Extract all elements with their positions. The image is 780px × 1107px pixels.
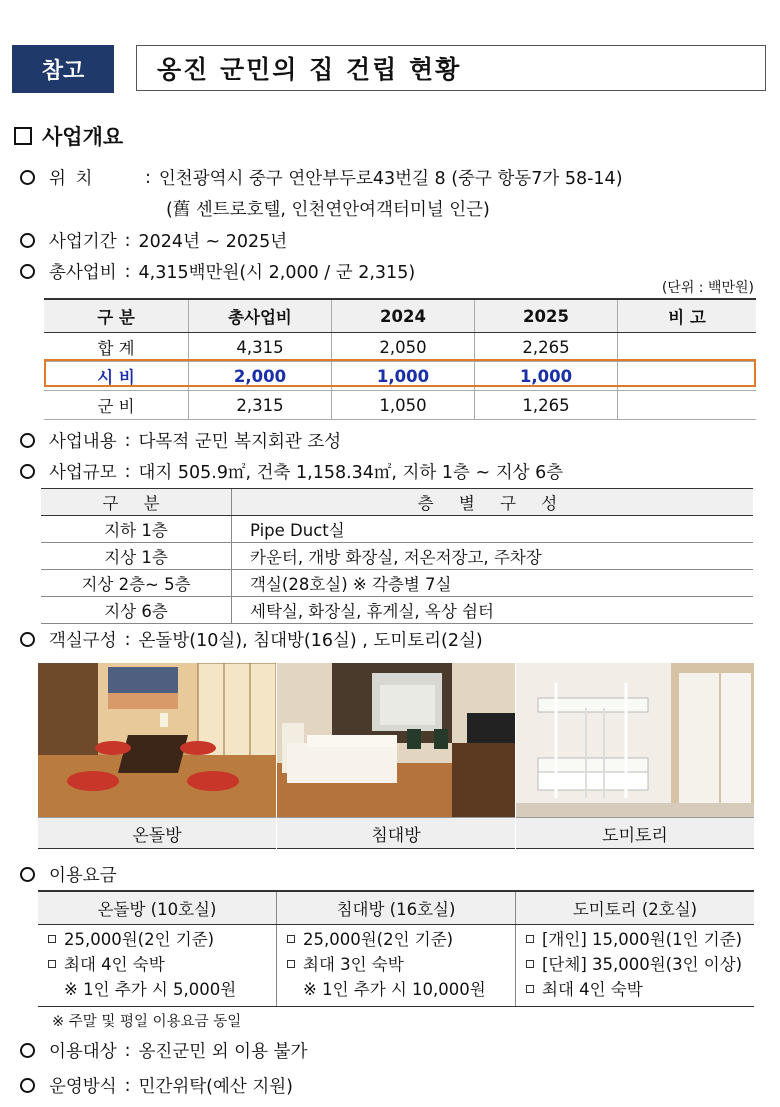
section-title: 사업개요	[42, 125, 124, 149]
table-cell: 지상 2층~ 5층	[41, 570, 232, 597]
photo-caption: 침대방	[277, 817, 515, 849]
table-cell	[618, 333, 757, 362]
floor-header: 구 분	[41, 489, 232, 516]
circle-bullet-icon	[20, 433, 35, 448]
table-cell: Pipe Duct실	[232, 516, 754, 543]
budget-header: 2025	[475, 299, 618, 333]
fees-header: 침대방 (16호실)	[277, 891, 516, 925]
table-cell: 1,265	[475, 391, 618, 420]
table-cell: 합 계	[44, 333, 189, 362]
location-row: 위 치 : 인천광역시 중구 연안부두로43번길 8 (중구 항동7가 58-14)	[20, 165, 623, 190]
location-note: (舊 센트로호텔, 인천연안여객터미널 인근)	[166, 200, 490, 220]
fee-line: 25,000원(2인 기준)	[64, 930, 215, 949]
circle-bullet-icon	[20, 1078, 35, 1093]
fees-cell	[277, 925, 516, 1007]
target-label: 이용대상	[49, 1042, 117, 1062]
table-row	[44, 391, 756, 420]
table-cell: 지상 6층	[41, 597, 232, 624]
circle-bullet-icon	[20, 264, 35, 279]
square-bullet-icon	[14, 127, 32, 145]
table-cell: 1,000	[332, 362, 475, 391]
circle-bullet-icon	[20, 170, 35, 185]
budget-header: 총사업비	[189, 299, 332, 333]
circle-bullet-icon	[20, 464, 35, 479]
budget-header: 비 고	[618, 299, 757, 333]
target-row: 이용대상 : 옹진군민 외 이용 불가	[20, 1038, 307, 1063]
location-value: 인천광역시 중구 연안부두로43번길 8 (중구 항동7가 58-14)	[158, 169, 623, 189]
table-cell: 1,000	[475, 362, 618, 391]
cost-value: 4,315백만원(시 2,000 / 군 2,315)	[138, 263, 416, 283]
fees-header: 온돌방 (10호실)	[38, 891, 277, 925]
fees-label: 이용요금	[49, 866, 117, 886]
circle-bullet-icon	[20, 1043, 35, 1058]
content-value: 다목적 군민 복지회관 조성	[138, 432, 342, 452]
rooms-value: 온돌방(10실), 침대방(16실) , 도미토리(2실)	[138, 631, 483, 651]
table-cell: 시 비	[44, 362, 189, 391]
fees-row	[20, 862, 117, 887]
table-cell: 4,315	[189, 333, 332, 362]
floor-table	[41, 488, 753, 624]
section-heading	[14, 121, 123, 151]
target-value: 옹진군민 외 이용 불가	[138, 1042, 308, 1062]
table-row	[38, 925, 754, 1007]
content-label: 사업내용	[49, 432, 117, 452]
period-row: 사업기간 : 2024년 ~ 2025년	[20, 228, 287, 253]
table-cell: 객실(28호실) ※ 각층별 7실	[232, 570, 754, 597]
operation-value: 민간위탁(예산 지원)	[138, 1077, 293, 1097]
table-cell: 1,050	[332, 391, 475, 420]
fees-table	[38, 890, 754, 1007]
photo-caption: 온돌방	[38, 817, 276, 849]
operation-label: 운영방식	[49, 1077, 117, 1097]
cost-row: 총사업비 : 4,315백만원(시 2,000 / 군 2,315)	[20, 259, 415, 284]
bed-room-photo	[277, 663, 515, 817]
photo-caption: 도미토리	[516, 817, 754, 849]
fee-line: [개인] 15,000원(1인 기준)	[542, 930, 743, 949]
table-cell: 지상 1층	[41, 543, 232, 570]
rooms-label: 객실구성	[49, 631, 117, 651]
fee-line: 최대 3인 숙박	[303, 955, 404, 974]
circle-bullet-icon	[20, 233, 35, 248]
ondol-room-photo	[38, 663, 276, 817]
period-value: 2024년 ~ 2025년	[138, 232, 288, 252]
dormitory-photo	[516, 663, 754, 817]
content-row: 사업내용 : 다목적 군민 복지회관 조성	[20, 428, 341, 453]
table-cell	[618, 391, 757, 420]
table-row	[41, 543, 753, 570]
table-cell: 카운터, 개방 화장실, 저온저장고, 주차장	[232, 543, 754, 570]
budget-header: 2024	[332, 299, 475, 333]
table-row	[41, 570, 753, 597]
table-row	[41, 597, 753, 624]
table-cell: 2,265	[475, 333, 618, 362]
fee-line: 최대 4인 숙박	[64, 955, 165, 974]
table-cell: 2,000	[189, 362, 332, 391]
table-row	[41, 516, 753, 543]
fee-line: 최대 4인 숙박	[542, 980, 643, 999]
period-label: 사업기간	[49, 232, 117, 252]
fees-cell	[38, 925, 277, 1007]
circle-bullet-icon	[20, 867, 35, 882]
page-title: 옹진 군민의 집 건립 현황	[136, 45, 766, 91]
table-cell: 지하 1층	[41, 516, 232, 543]
location-label: 위 치	[49, 169, 95, 189]
fees-header: 도미토리 (2호실)	[516, 891, 755, 925]
cost-label: 총사업비	[49, 263, 117, 283]
unit-label: (단위 : 백만원)	[661, 280, 754, 296]
table-cell: 세탁실, 화장실, 휴게실, 옥상 쉼터	[232, 597, 754, 624]
scale-label: 사업규모	[49, 463, 117, 483]
table-cell: 2,315	[189, 391, 332, 420]
reference-tag: 참고	[12, 45, 114, 93]
table-cell: 2,050	[332, 333, 475, 362]
operation-row: 운영방식 : 민간위탁(예산 지원)	[20, 1073, 293, 1098]
budget-header: 구 분	[44, 299, 189, 333]
fees-note: ※ 주말 및 평일 이용요금 동일	[52, 1014, 242, 1030]
scale-value: 대지 505.9㎡, 건축 1,158.34㎡, 지하 1층 ~ 지상 6층	[138, 463, 564, 483]
table-row	[44, 333, 756, 362]
city-row-highlight	[44, 359, 756, 387]
floor-header: 층 별 구 성	[232, 489, 754, 516]
scale-row: 사업규모 : 대지 505.9㎡, 건축 1,158.34㎡, 지하 1층 ~ 지상 6층	[20, 459, 563, 484]
table-cell: 군 비	[44, 391, 189, 420]
fee-line: 25,000원(2인 기준)	[303, 930, 454, 949]
fee-line: ※ 1인 추가 시 10,000원	[303, 980, 486, 999]
fee-line: [단체] 35,000원(3인 이상)	[542, 955, 743, 974]
rooms-row: 객실구성 : 온돌방(10실), 침대방(16실) , 도미토리(2실)	[20, 627, 483, 652]
fee-line: ※ 1인 추가 시 5,000원	[64, 980, 237, 999]
fees-cell	[516, 925, 755, 1007]
circle-bullet-icon	[20, 632, 35, 647]
